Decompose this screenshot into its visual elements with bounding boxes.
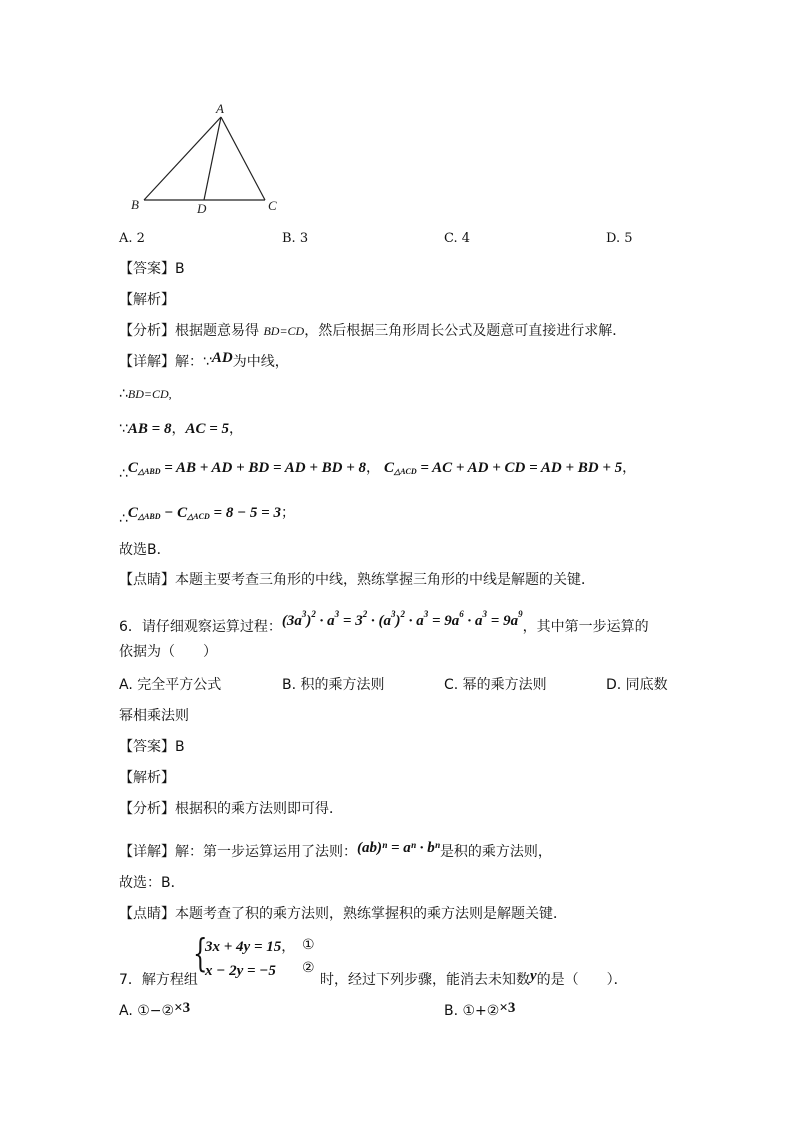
q5-because-symbol: ∵ [119, 421, 128, 437]
q5-sub-abd: △ABD [137, 467, 161, 476]
triangle-figure [120, 100, 300, 220]
q6-option-a: A. 完全平方公式 [119, 677, 222, 693]
q5-given-lengths [119, 421, 243, 437]
q7-option-a-mult: ×3 [174, 1000, 191, 1016]
q7-mark-2: ② [302, 960, 315, 976]
q5-therefore-symbol: ∴ [119, 386, 128, 402]
q5-detail [119, 350, 289, 370]
q5-comma-2: ， [229, 421, 244, 437]
q5-comma-3: ， [366, 460, 381, 476]
q5-sub-acd: △ACD [394, 467, 417, 476]
q7-stem-prefix: 7．解方程组 [119, 972, 198, 988]
q7-stem-middle: 时，经过下列步骤，能消去未知数 [320, 972, 530, 988]
q5-diff-sub-abd: △ABD [137, 512, 161, 521]
q7-eq1-tail: ， [281, 939, 296, 955]
q6-option-d: D. 同底数 [606, 677, 668, 693]
side-ab [144, 117, 221, 200]
q6-detail [119, 840, 552, 860]
q5-analysis-bd: BD=CD [263, 324, 305, 338]
q5-therefore-symbol-3: ∴ [119, 511, 128, 527]
q5-comment: 【点睛】本题主要考查三角形的中线，熟练掌握三角形的中线是解题的关键． [119, 572, 595, 588]
q5-semicolon: ； [280, 505, 295, 521]
q6-option-b: B. 积的乘方法则 [282, 677, 385, 693]
label-b: B [131, 197, 139, 212]
q5-analysis [119, 323, 626, 339]
q5-choose: 故选B． [119, 542, 171, 558]
q6-stem-line-2: 依据为（ ） [119, 644, 217, 660]
q6-choose: 故选：B． [119, 875, 185, 891]
q5-option-c: C. 4 [444, 231, 471, 246]
q6-option-d-continued: 幂相乘法则 [119, 708, 189, 724]
q5-perim-acd: = AC + AD + CD = AD + BD + 5 [416, 460, 623, 476]
q5-diff-sub-acd: △ACD [187, 512, 210, 521]
q6-comment: 【点睛】本题考查了积的乘方法则，熟练掌握积的乘方法则是解题关键． [119, 906, 567, 922]
q6-option-c: C. 幂的乘方法则 [444, 677, 547, 693]
q5-ac-eq: AC = 5 [185, 421, 230, 437]
q5-c-abd: C [127, 460, 138, 476]
q5-difference [119, 505, 295, 525]
q5-diff-c1: C [127, 505, 138, 521]
q5-option-b: B. 3 [282, 231, 309, 246]
q5-therefore-symbol-2: ∴ [119, 466, 128, 482]
q6-formula: $(3a^3)^2 \cdot a^3 = 3^2 \cdot (a^3)^2 \cdot a^3 = 9a^6 \cdot a^3 = 9a^9$ [281, 609, 523, 629]
q5-jiexi-heading: 【解析】 [119, 292, 175, 308]
q6-detail-prefix: 【详解】解：第一步运算运用了法则： [119, 844, 357, 860]
label-a: A [216, 101, 224, 116]
label-c: C [268, 198, 277, 213]
q5-diff-minus-c: − C [160, 505, 188, 521]
q5-answer: 【答案】B [119, 261, 185, 277]
q7-eq2-row [205, 960, 276, 980]
q6-jiexi-heading: 【解析】 [119, 770, 175, 786]
label-d: D [197, 201, 207, 216]
q5-analysis-prefix: 【分析】根据题意易得 [119, 323, 264, 339]
q7-mark-1: ① [302, 937, 315, 953]
q7-option-a-prefix: A. ①−② [119, 1003, 175, 1019]
q5-comma-4: ， [622, 460, 637, 476]
q5-detail-ad: AD [211, 350, 233, 366]
q5-perimeters [119, 460, 636, 480]
q6-stem-suffix: ，其中第一步运算的 [522, 619, 649, 635]
q6-stem-prefix: 6．请仔细观察运算过程： [119, 619, 282, 635]
median-ad [204, 117, 221, 200]
q5-therefore-eq: BD=CD, [127, 387, 172, 401]
q6-analysis: 【分析】根据积的乘方法则即可得． [119, 801, 343, 817]
side-ac [221, 117, 265, 200]
q5-c-acd: C [384, 460, 395, 476]
q6-detail-suffix: 是积的乘方法则， [439, 844, 552, 860]
q7-option-b-mult: ×3 [499, 1000, 516, 1016]
q5-option-d: D. 5 [606, 231, 633, 246]
q5-ab-eq: AB = 8 [127, 421, 172, 437]
q7-stem-rest [320, 968, 628, 988]
q7-option-b [444, 1000, 516, 1019]
q7-stem-suffix: 的是（ ）． [536, 972, 628, 988]
q6-detail-formula: (ab)ⁿ = aⁿ · bⁿ [357, 840, 440, 856]
q7-eq2: x − 2y = −5 [205, 963, 276, 979]
q5-detail-prefix: 【详解】解：∵ [119, 354, 212, 370]
q5-perim-abd: = AB + AD + BD = AD + BD + 8 [160, 460, 367, 476]
q7-option-b-prefix: B. ①+② [444, 1003, 500, 1019]
q7-option-a [119, 1000, 191, 1019]
q7-system-brace: { [193, 931, 208, 975]
q5-therefore-bd-cd [119, 386, 172, 402]
q7-eq1: 3x + 4y = 15 [205, 939, 282, 955]
q6-answer: 【答案】B [119, 739, 185, 755]
q5-diff-rhs: = 8 − 5 = 3 [209, 505, 281, 521]
q5-detail-suffix: 为中线， [232, 354, 289, 370]
q5-comma-1: ， [171, 421, 186, 437]
q5-analysis-suffix: ，然后根据三角形周长公式及题意可直接进行求解． [304, 323, 627, 339]
q7-stem-var: y [530, 968, 537, 984]
q7-eq1-row [205, 936, 295, 956]
q6-stem [119, 609, 649, 635]
q5-option-a: A. 2 [119, 231, 145, 246]
